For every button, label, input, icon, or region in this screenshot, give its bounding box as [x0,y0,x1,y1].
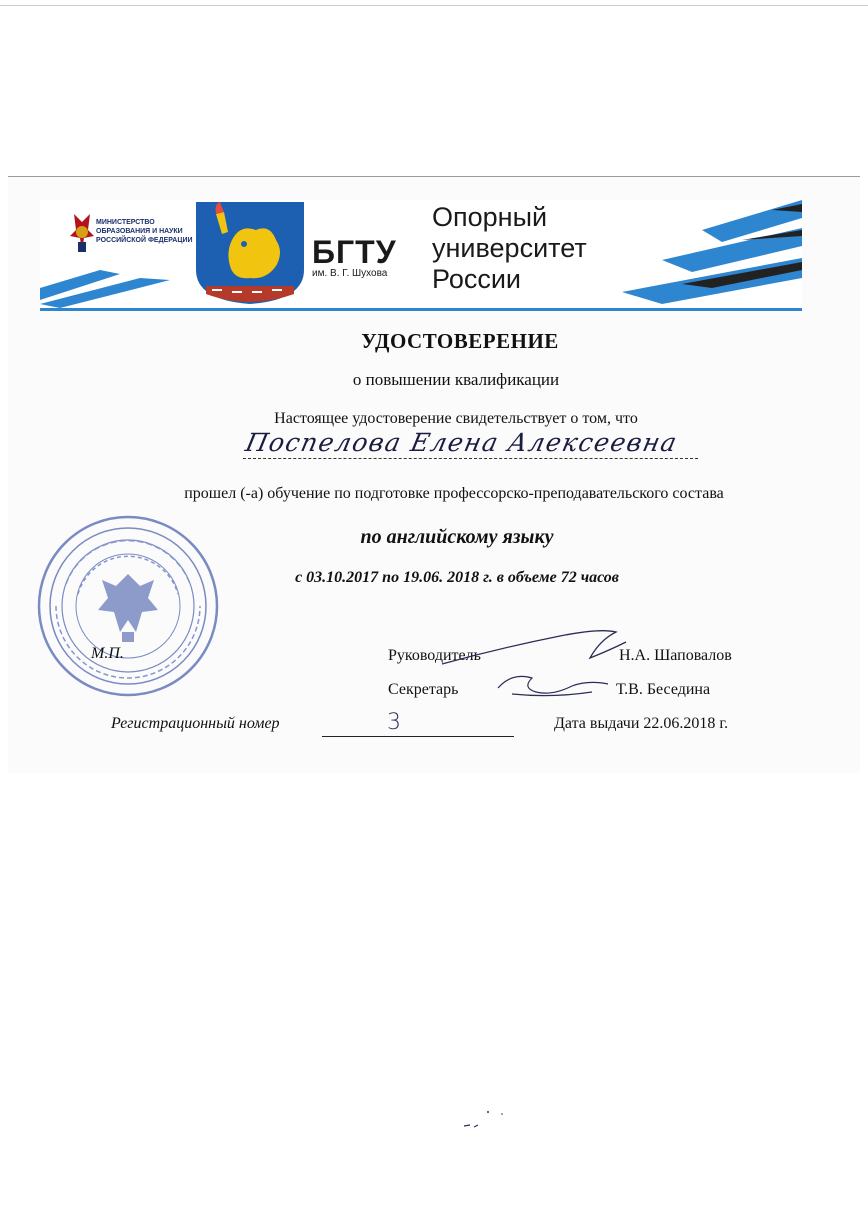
university-subtitle: им. В. Г. Шухова [312,268,388,279]
registration-number-line [322,736,514,737]
decor-stripes-left [40,260,200,308]
issue-date: Дата выдачи 22.06.2018 г. [554,715,729,732]
registration-number-value: 3 [387,710,401,735]
city-crest-icon [192,200,308,304]
scan-edge-line [0,5,868,6]
secretary-signature [492,668,612,702]
ministry-name: МИНИСТЕРСТВО ОБРАЗОВАНИЯ И НАУКИ РОССИЙСКОЙ ФЕДЕРАЦИИ [96,219,193,244]
secretary-role-label: Секретарь [388,681,459,698]
certificate-title: УДОСТОВЕРЕНИЕ [361,329,559,353]
secretary-name: Т.В. Беседина [616,681,711,698]
name-underline [243,458,698,460]
scan-specks [458,1108,518,1132]
official-stamp-seal [36,514,220,698]
head-signature [440,628,630,672]
decor-stairs-right [622,200,802,308]
university-abbreviation: БГТУ [312,234,397,270]
flagship-university-slogan: Опорный университет России [432,202,587,294]
registration-number-label: Регистрационный номер [111,715,280,732]
completed-training-text: прошел (-а) обучение по подготовке профессорско-преподавательского состава [184,485,724,502]
holder-name-handwritten: Поспелова Елена Алексеевна [242,428,681,457]
training-period: с 03.10.2017 по 19.06. 2018 г. в объеме 72 часов [295,569,619,586]
head-role-label: Руководитель [388,647,481,664]
certifies-text: Настоящее удостоверение свидетельствует о том, что [274,410,638,427]
stamp-place-label: М.П. [91,645,124,662]
training-subject: по английскому языку [360,526,554,548]
certificate-subtitle: о повышении квалификации [352,370,560,389]
head-name: Н.А. Шаповалов [619,647,732,664]
header-banner [40,200,802,311]
